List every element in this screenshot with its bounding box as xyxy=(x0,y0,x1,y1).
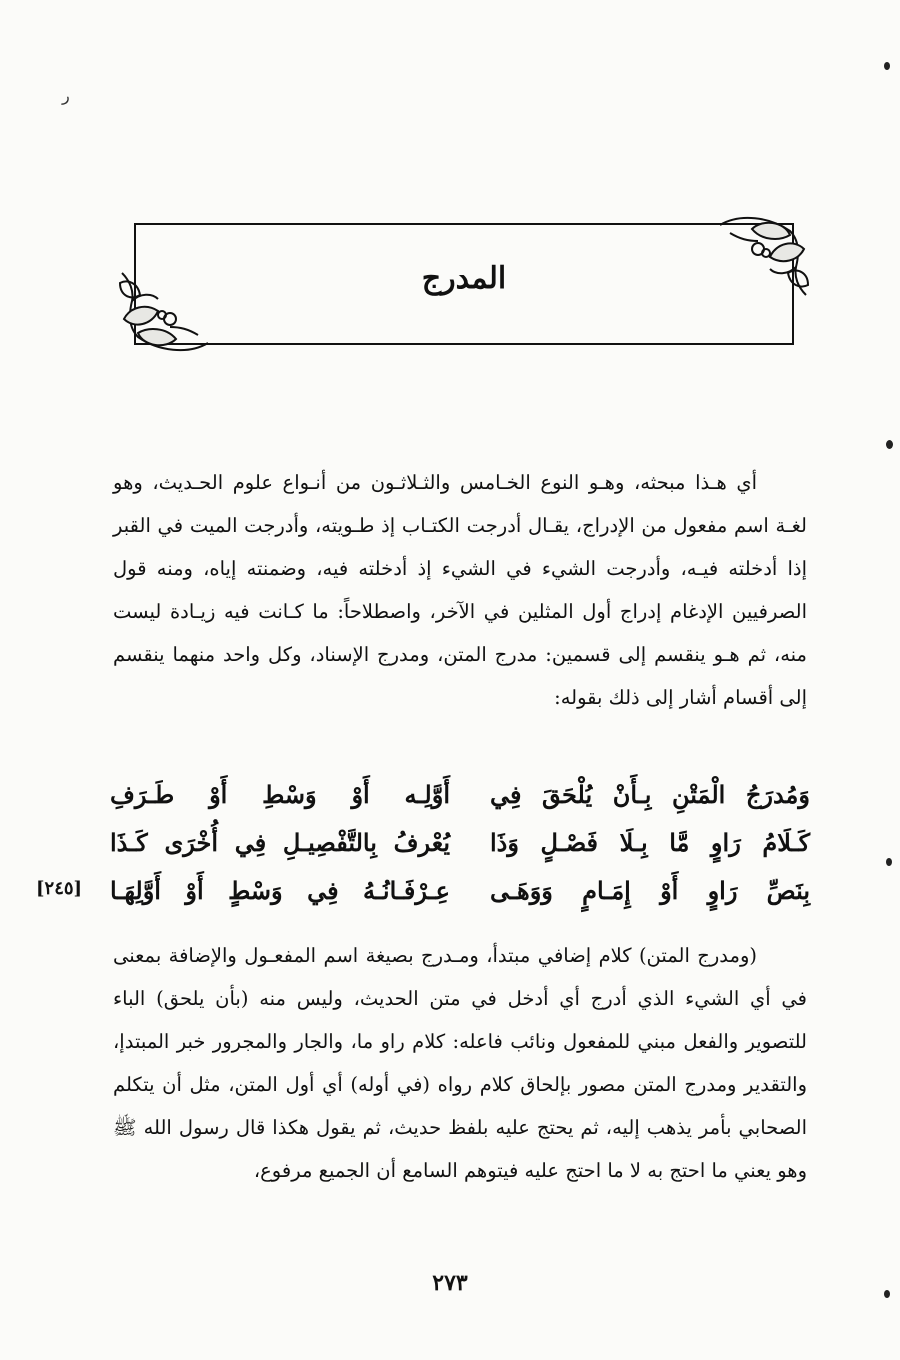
text-line: ينقسم إلى قسمين: مدرج المتن، ومدرج الإسناد، وكل واحد منهما ينقسم xyxy=(113,643,706,666)
text-line: أي هـذا مبحثه، وهـو النوع الخـامس والثـلاثـون من أنـواع علوم xyxy=(232,471,758,494)
text-line: كلام راو ما، والجار والمجرور خبر المبتدإ، والتقدير ومدرج المتن مصور xyxy=(113,1030,808,1096)
text-line: وليس منه (بأن يلحق) الباء للتصوير والفعل مبني للمفعول ونائب فاعله: xyxy=(113,987,807,1053)
verse-first-hemistich: بِنَصِّ رَاوٍ أَوْ إِمَـامٍ وَوَهَـى xyxy=(490,876,810,905)
scan-speck xyxy=(884,62,890,70)
text-line: إلى أقسام أشار إلى ذلك بقوله: xyxy=(554,686,807,709)
chapter-title: المدرج xyxy=(421,261,507,296)
text-line: الحـديث، وهو لغـة اسم مفعول من الإدراج، يقـال أدرجت الكتـاب إذ xyxy=(113,471,808,537)
verse-first-hemistich: كَـلَامُ رَاوٍ مَّا بِـلَا فَصْـلٍ وَذَا xyxy=(490,828,810,857)
scan-speck xyxy=(886,858,892,866)
page-number: ٢٧٣ xyxy=(432,1270,468,1296)
verse-line xyxy=(110,828,810,876)
scan-speck xyxy=(886,440,893,449)
verse-second-hemistich: يُعْرفُ بِالتَّفْصِيـلِ فِي أُخْرَى كَـذَا xyxy=(110,828,450,857)
text-line: الشيء إذ أدخلته فيه، وضمنته إياه، ومنه قول الصرفيين الإدغام إدراج أول xyxy=(113,557,807,623)
commentary-paragraph xyxy=(113,934,807,1246)
verse-line xyxy=(110,780,810,828)
text-line: والإضافة بمعنى في أي الشيء الذي أدرج أي أدخل في متن الحديث، xyxy=(113,944,807,1010)
text-line: يذهب إليه، ثم يحتج عليه بلفظ حديث، ثم يقول هكذا قال رسول الله ﷺ xyxy=(113,1116,692,1139)
text-line: وهو يعني ما احتج به لا ما احتج عليه فيتوهم السامع أن الجميع مرفوع، xyxy=(253,1159,807,1182)
verse-second-hemistich: عِـرْفَـانُـهُ فِي وَسْطٍ أَوْ أَوَّلِهَـا xyxy=(110,876,450,905)
intro-paragraph xyxy=(113,461,807,771)
text-line: طـويته، وأدرجت الميت في القبر إذا أدخلته فيـه، وأدرجت الشيء في xyxy=(113,514,807,580)
verse-line xyxy=(110,876,810,924)
verse-second-hemistich: أَوَّلِـه أَوْ وَسْطِ أَوْ طَـرَفِ xyxy=(110,780,450,809)
text-line: بإلحاق كلام رواه (في أوله) أي أول المتن، مثل أن يتكلم الصحابي بأمر xyxy=(113,1073,807,1139)
text-line: المثلين في الآخر، واصطلاحاً: ما كـانت فيه زيـادة ليست منه، ثم هـو xyxy=(113,600,808,666)
scan-speck xyxy=(884,1290,890,1298)
verse-number: [٢٤٥] xyxy=(36,878,83,899)
chapter-header-frame xyxy=(134,223,794,345)
verse-first-hemistich: وَمُدرَجُ الْمَتْنِ بِـأَنْ يُلْحَقَ فِي xyxy=(490,780,810,809)
poem-verses xyxy=(110,780,810,930)
text-line: (ومدرج المتن) كلام إضافي مبتدأ، ومـدرج بصيغة اسم المفعـول xyxy=(244,944,757,967)
stray-scan-mark: ر xyxy=(62,86,70,105)
